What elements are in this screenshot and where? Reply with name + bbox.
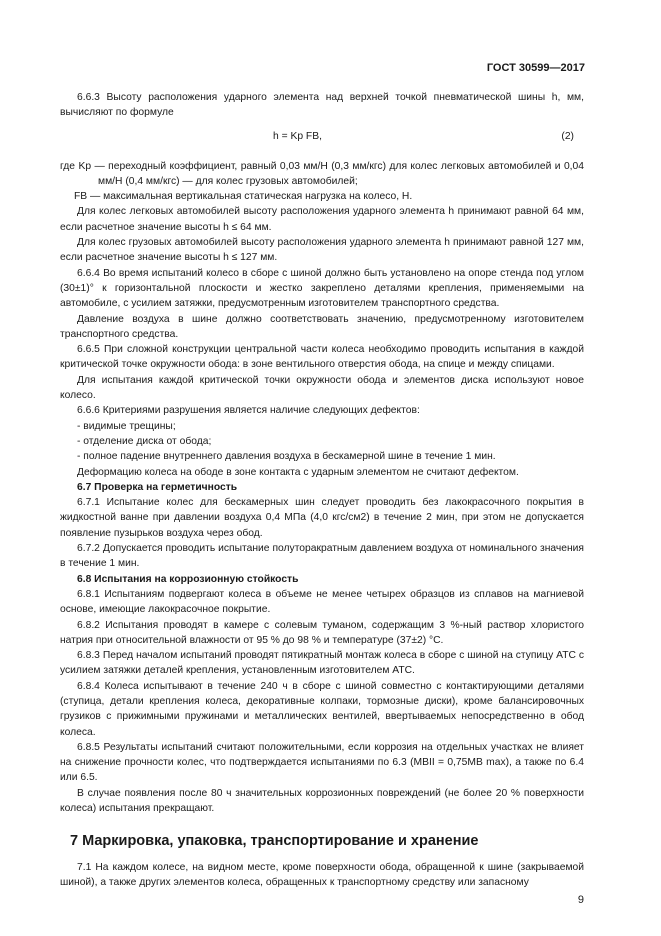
- definition-kp: где Kp — переходный коэффициент, равный 0,03 мм/Н (0,3 мм/кгс) для колес легковых автомобилей и 0,04 мм/Н (0,4 мм/кгс) — для колес грузовых автомобилей;: [60, 160, 584, 187]
- para-6-8-2: 6.8.2 Испытания проводят в камере с солевым туманом, содержащим 3 %-ный раствор хлористого натрия при относительной влажности от 95 % до 98 % и температуре (37±2) °С.: [60, 619, 584, 646]
- para-6-8-4: 6.8.4 Колеса испытывают в течение 240 ч в сборе с шиной совместно с контактирующими деталями (ступица, детали крепления колеса, декоративные колпаки, тормозные диски), кроме балансировочных грузиков с прижимными пружинами и металлических вентилей, ввертываемых непосредственно в обод колеса.: [60, 680, 584, 738]
- para-critical-points: Для испытания каждой критической точки окружности обода и элементов диска используют новое колесо.: [60, 374, 584, 402]
- defect-item: - отделение диска от обода;: [77, 435, 212, 447]
- heading-6-7: 6.7 Проверка на герметичность: [77, 481, 238, 493]
- para-deformation: Деформацию колеса на ободе в зоне контакта с ударным элементом не считают дефектом.: [77, 466, 519, 478]
- section-7-title: 7 Маркировка, упаковка, транспортирование и хранение: [70, 833, 479, 850]
- para-6-8-1: 6.8.1 Испытаниям подвергают колеса в объеме не менее четырех образцов из сплавов на магниевой основе, имеющие лакокрасочное покрытие.: [60, 588, 584, 616]
- page-number: 9: [577, 894, 584, 906]
- para-80h: В случае появления после 80 ч значительных коррозионных повреждений (не более 20 % поверхности колеса) испытания прекращают.: [60, 787, 584, 815]
- para-6-8-5: 6.8.5 Результаты испытаний считают положительными, если коррозия на отдельных участках не влияет на снижение прочности колес, что подтверждается испытаниями по 6.3 (MBII = 0,75MB max), а также по 6.4 или 6.5.: [60, 741, 584, 784]
- formula-expression: h = Kp FB,: [273, 130, 322, 142]
- para-6-6-4: 6.6.4 Во время испытаний колесо в сборе с шиной должно быть установлено на опоре стенда под углом (30±1)° к горизонтальной плоскости и жестко закреплено деталями крепления, применяемыми на автомобиле, с усилием затяжки, предусмотренным изготовителем транспортного средства.: [60, 267, 584, 310]
- formula-number: (2): [561, 130, 574, 142]
- body-text: [60, 90, 584, 890]
- para-6-8-3: 6.8.3 Перед началом испытаний проводят пятикратный монтаж колеса в сборе с шиной на ступицу АТС с усилием затяжки деталей крепления, установленным изготовителем АТС.: [60, 650, 584, 677]
- defect-item: - полное падение внутреннего давления воздуха в бескамерной шине в течение 1 мин.: [77, 451, 496, 463]
- definition-fb: FB — максимальная вертикальная статическая нагрузка на колесо, Н.: [74, 191, 413, 203]
- para-7-1: 7.1 На каждом колесе, на видном месте, кроме поверхности обода, обращенной к шине (закрываемой шиной), а также других элементов колеса, обращенных к транспортному средству или запасному: [60, 861, 584, 888]
- para-6-7-2: 6.7.2 Допускается проводить испытание полуторакратным давлением воздуха от номинального значения в течение 1 мин.: [60, 543, 584, 570]
- document-id: ГОСТ 30599—2017: [486, 62, 585, 74]
- para-6-6-6: 6.6.6 Критериями разрушения является наличие следующих дефектов:: [77, 405, 420, 417]
- heading-6-8: 6.8 Испытания на коррозионную стойкость: [77, 573, 299, 585]
- para-6-6-3: 6.6.3 Высоту расположения ударного элемента над верхней точкой пневматической шины h, мм, вычисляют по формуле: [60, 92, 584, 119]
- para-pressure: Давление воздуха в шине должно соответствовать значению, предусмотренному изготовителем транспортного средства.: [60, 313, 584, 340]
- defect-item: - видимые трещины;: [77, 420, 176, 432]
- para-6-6-5: 6.6.5 При сложной конструкции центральной части колеса необходимо проводить испытания в каждой критической точке окружности обода: в зоне вентильного отверстия обода, на спице и между спицами.: [60, 344, 584, 371]
- para-truck-height: Для колес грузовых автомобилей высоту расположения ударного элемента h принимают равной 127 мм, если расчетное значение высоты h ≤ 127 мм.: [60, 237, 584, 264]
- para-6-7-1: 6.7.1 Испытание колес для бескамерных шин следует проводить без лакокрасочного покрытия в жидкостной ванне при давлении воздуха 0,4 МПа (4,0 кгс/см2) в течение 2 мин, при этом не допускается появление пузырьков воздуха через обод.: [60, 497, 584, 539]
- para-car-height: Для колес легковых автомобилей высоту расположения ударного элемента h принимают равной 64 мм, если расчетное значение высоты h ≤ 64 мм.: [60, 206, 584, 233]
- formula-2: [60, 129, 584, 145]
